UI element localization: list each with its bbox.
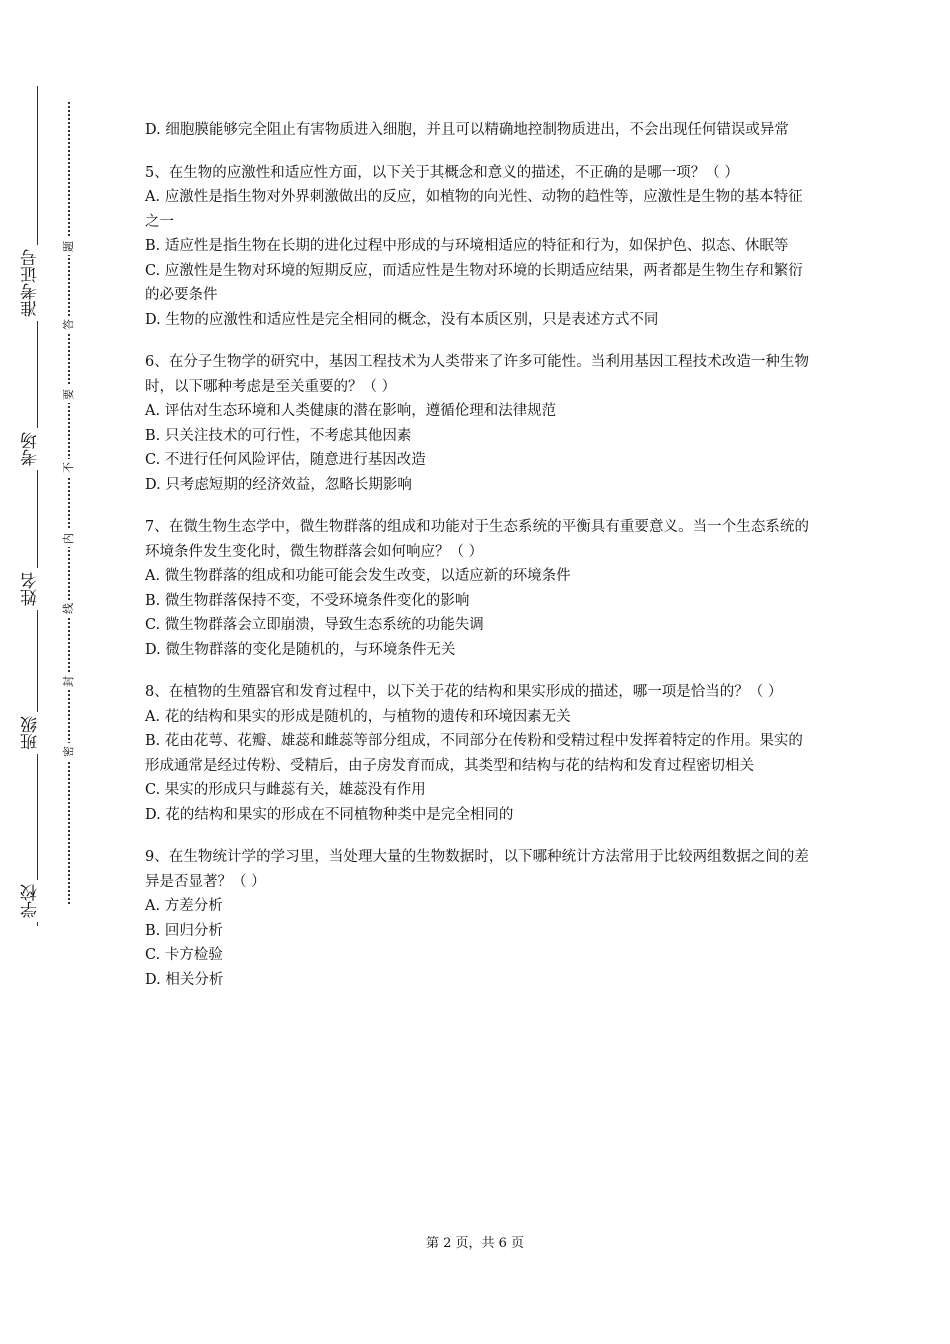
binding-seal-line [68, 102, 70, 904]
seal-char: 密 [62, 743, 75, 760]
question-7 [145, 515, 809, 662]
option-c: C. 卡方检验 [145, 947, 223, 963]
seal-char: 封 [62, 673, 75, 690]
option-c: C. 果实的形成只与雌蕊有关，雄蕊没有作用 [145, 782, 426, 798]
option-c: C. 不进行任何风险评估，随意进行基因改造 [145, 452, 426, 468]
question-9 [145, 845, 809, 992]
question-6 [145, 350, 809, 497]
field-label-exam-id: 准考证号 [22, 245, 52, 321]
option-d: D. 微生物群落的变化是随机的，与环境条件无关 [145, 641, 456, 658]
binding-solid-line [37, 86, 38, 926]
option-b: B. 适应性是指生物在长期的进化过程中形成的与环境相适应的特征和行为，如保护色、拟态、休眠等 [145, 238, 789, 254]
option-d: D. 生物的应激性和适应性是完全相同的概念，没有本质区别，只是表述方式不同 [145, 311, 659, 328]
question-content [145, 118, 809, 1010]
option-c: C. 微生物群落会立即崩溃，导致生态系统的功能失调 [145, 617, 484, 633]
binding-margin [0, 0, 110, 1344]
option-a: A. 方差分析 [145, 898, 223, 914]
option-b: B. 只关注技术的可行性，不考虑其他因素 [145, 427, 412, 444]
option-a: A. 花的结构和果实的形成是随机的，与植物的遗传和环境因素无关 [145, 708, 571, 725]
option-a: A. 微生物群落的组成和功能可能会发生改变，以适应新的环境条件 [145, 568, 571, 584]
option-a: A. 评估对生态环境和人类健康的潜在影响，遵循伦理和法律规范 [145, 403, 557, 419]
question-5 [145, 161, 809, 333]
question-stem: 9、在生物统计学的学习里，当处理大量的生物数据时，以下哪种统计方法常用于比较两组数据之间的差异是否显著？（ ） [145, 849, 809, 890]
option-c: C. 应激性是生物对环境的短期反应，而适应性是生物对环境的长期适应结果，两者都是生物生存和繁衍的必要条件 [145, 262, 803, 303]
question-4-continuation [145, 118, 809, 143]
option-a: A. 应激性是指生物对外界刺激做出的反应，如植物的向光性、动物的趋性等，应激性是生物的基本特征之一 [145, 189, 803, 230]
option-d: D. 花的结构和果实的形成在不同植物种类中是完全相同的 [145, 806, 514, 823]
field-label-exam-room: 考场 [22, 428, 52, 470]
option-b: B. 微生物群落保持不变，不受环境条件变化的影响 [145, 592, 470, 609]
seal-char: 不 [62, 459, 75, 476]
field-label-name: 姓名 [22, 568, 52, 610]
question-stem: 8、在植物的生殖器官和发育过程中，以下关于花的结构和果实形成的描述，哪一项是恰当的？（ ） [145, 684, 783, 700]
question-stem: 7、在微生物生态学中，微生物群落的组成和功能对于生态系统的平衡具有重要意义。当一个生态系统的环境条件发生变化时，微生物群落会如何响应？（ ） [145, 519, 809, 560]
option-d: D. 只考虑短期的经济效益，忽略长期影响 [145, 476, 412, 493]
seal-char: 要 [62, 386, 75, 403]
question-stem: 5、在生物的应激性和适应性方面，以下关于其概念和意义的描述，不正确的是哪一项？（ ） [145, 164, 739, 181]
page-number: 第 2 页，共 6 页 [425, 1236, 525, 1251]
seal-char: 答 [62, 316, 75, 333]
seal-char: 内 [62, 530, 75, 547]
option-d: D. 相关分析 [145, 971, 224, 988]
seal-char: 题 [62, 238, 75, 255]
field-label-school: 学校 [22, 880, 52, 922]
field-label-class: 班级 [22, 712, 52, 754]
question-8 [145, 680, 809, 827]
option-b: B. 回归分析 [145, 922, 223, 939]
option-b: B. 花由花萼、花瓣、雄蕊和雌蕊等部分组成，不同部分在传粉和受精过程中发挥着特定的作用。果实的形成通常是经过传粉、受精后，由子房发育而成，其类型和结构与花的结构和发育过程密切相关 [145, 733, 803, 774]
option-d: D. 细胞膜能够完全阻止有害物质进入细胞，并且可以精确地控制物质进出，不会出现任何错误或异常 [145, 122, 789, 138]
question-stem: 6、在分子生物学的研究中，基因工程技术为人类带来了许多可能性。当利用基因工程技术改造一种生物时，以下哪种考虑是至关重要的？（ ） [145, 354, 809, 395]
seal-char: 线 [62, 600, 75, 617]
